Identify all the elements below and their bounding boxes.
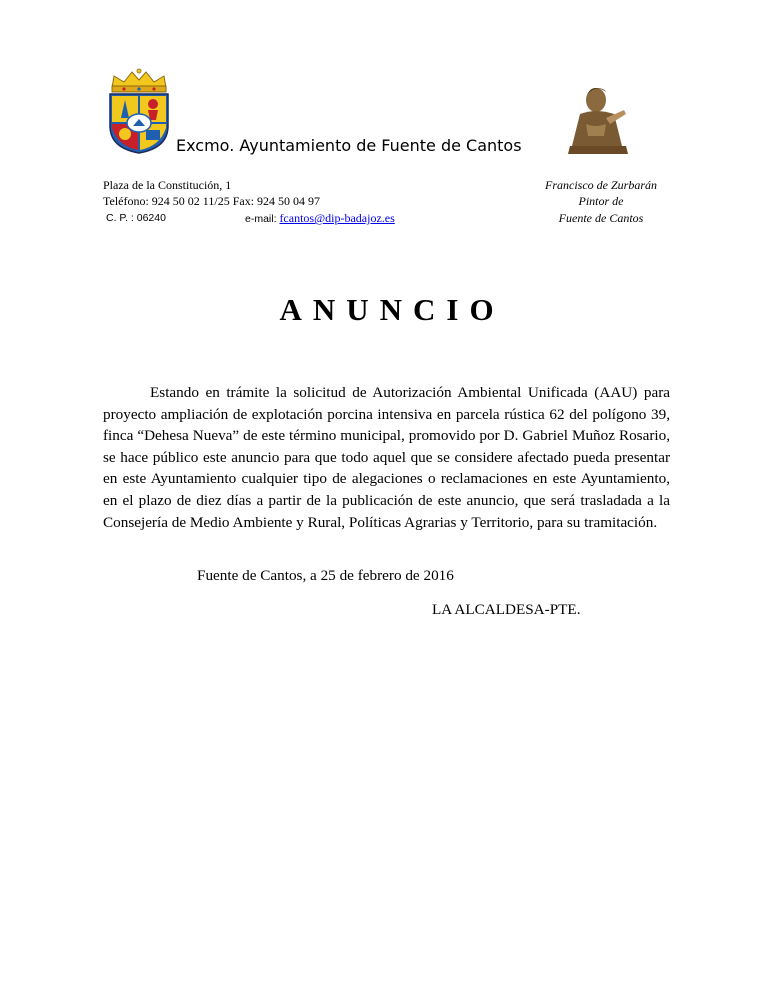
zurbaran-portrait-icon <box>566 84 630 154</box>
announcement-body: Estando en trámite la solicitud de Autorización Ambiental Unificada (AAU) para proyecto ampliación de explotación porcina intensiva en parcela rústica 62 del polígono 39, finca “Dehesa Nueva” de este término municipal, promovido por D. Gabriel Muñoz Rosario, se hace público este anuncio para que todo aquel que se considere afectado pueda presentar en este Ayuntamiento cualquier tipo de alegaciones o reclamaciones en este Ayuntamiento, en el plazo de diez días a partir de la publicación de este anuncio, que será trasladada a la Consejería de Medio Ambiente y Rural, Políticas Agrarias y Territorio, para su tramitación. <box>103 384 670 531</box>
painter-town: Fuente de Cantos <box>558 211 644 225</box>
org-name: Excmo. Ayuntamiento de Fuente de Cantos <box>176 136 522 155</box>
email-link[interactable]: fcantos@dip-badajoz.es <box>279 211 395 225</box>
document-title: ANUNCIO <box>279 292 505 327</box>
email-line <box>245 211 395 226</box>
painter-role: Pintor de <box>578 194 624 208</box>
postal-code: C. P. : 06240 <box>106 212 166 224</box>
signature: LA ALCALDESA-PTE. <box>432 601 581 618</box>
phone-line: Teléfono: 924 50 02 11/25 Fax: 924 50 04 97 <box>103 194 321 208</box>
painter-name: Francisco de Zurbarán <box>545 178 657 192</box>
address-line: Plaza de la Constitución, 1 <box>103 178 232 192</box>
coat-of-arms-icon <box>104 68 174 154</box>
email-label: e-mail: <box>245 213 277 225</box>
date-line: Fuente de Cantos, a 25 de febrero de 2016 <box>197 567 454 584</box>
